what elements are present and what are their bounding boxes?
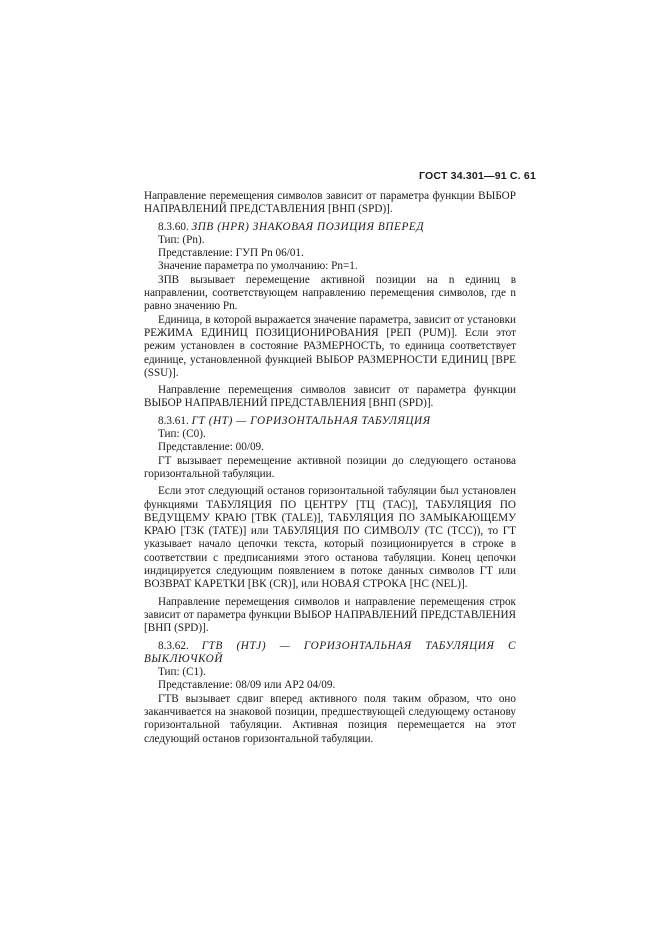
paragraph: Тип: (Pn).: [158, 233, 205, 246]
section-title: ГТВ (HTJ) — ГОРИЗОНТАЛЬНАЯ ТАБУЛЯЦИЯ С ВЫКЛЮЧКОЙ: [144, 639, 517, 665]
paragraph: Тип: (С0).: [158, 428, 206, 441]
paragraph: ГТВ вызывает сдвиг вперед активного поля таким образом, что оно заканчивается на знаковой позиции, предшествующей следующему останову горизонтальной табуляции. Активная позиция перемещается на этот следующий останов горизонтальной табуляции.: [144, 692, 516, 745]
page-header: ГОСТ 34.301—91 С. 61: [419, 170, 536, 182]
section-number: 8.3.60.: [158, 220, 189, 233]
paragraph: Представление: 08/09 или АР2 04/09.: [158, 679, 336, 692]
paragraph: ЗПВ вызывает перемещение активной позиции на n единиц в направлении, соответствующем направлению перемещения символов, где n равно значению Pn.: [144, 273, 516, 313]
section-heading: [144, 415, 516, 428]
section-title: ЗПВ (HPR) ЗНАКОВАЯ ПОЗИЦИЯ ВПЕРЕД: [191, 220, 425, 233]
page-body: [144, 190, 516, 746]
paragraph: Представление: ГУП Pn 06/01.: [158, 247, 304, 260]
section-title: ГТ (HT) — ГОРИЗОНТАЛЬНАЯ ТАБУЛЯЦИЯ: [191, 414, 431, 427]
paragraph: Направление перемещения символов и направление перемещения строк зависит от параметра функции ВЫБОР НАПРАВЛЕНИЙ ПРЕДСТАВЛЕНИЯ [ВНП (SPD)].: [144, 595, 516, 635]
section-number: 8.3.61.: [158, 414, 189, 427]
section-heading: [144, 221, 516, 234]
paragraph: Единица, в которой выражается значение параметра, зависит от установки РЕЖИМА ЕДИНИЦ ПОЗИЦИОНИРОВАНИЯ [РЕП (PUM)]. Если этот режим установлен в состояние РАЗМЕРНОСТЬ, то единица соответствует единице, установленной функцией ВЫБОР РАЗМЕРНОСТИ ЕДИНИЦ [ВРЕ (SSU)].: [144, 313, 516, 379]
section-number: 8.3.62.: [158, 639, 189, 652]
paragraph: Направление перемещения символов зависит от параметра функции ВЫБОР НАПРАВЛЕНИЙ ПРЕДСТАВЛЕНИЯ [ВНП (SPD)].: [144, 384, 516, 410]
paragraph: Значение параметра по умолчанию: Pn=1.: [158, 260, 358, 273]
paragraph: Представление: 00/09.: [158, 441, 264, 454]
paragraph: Направление перемещения символов зависит от параметра функции ВЫБОР НАПРАВЛЕНИЙ ПРЕДСТАВЛЕНИЯ [ВНП (SPD)].: [144, 190, 516, 216]
paragraph: Если этот следующий останов горизонтальной табуляции был установлен функциями ТАБУЛЯЦИЯ ПО ЦЕНТРУ [ТЦ (ТАС)], ТАБУЛЯЦИЯ ПО ВЕДУЩЕМУ КРАЮ [ТВК (TALE)], ТАБУЛЯЦИЯ ПО ЗАМЫКАЮЩЕМУ КРАЮ [ТЗК (TATE)] или ТАБУЛЯЦИЯ ПО СИМВОЛУ (ТС (TCC)), то ГТ указывает начало цепочки текста, который позиционируется в строке в соответствии с предписаниями этого останова табуляции. Конец цепочки индицируется следующим появлением в потоке данных символов ГТ или ВОЗВРАТ КАРЕТКИ [ВК (CR)], или НОВАЯ СТРОКА [НС (NEL)].: [144, 485, 516, 591]
paragraph: ГТ вызывает перемещение активной позиции до следующего останова горизонтальной табуляции.: [144, 454, 516, 480]
section-heading: [144, 640, 516, 667]
paragraph: Тип: (С1).: [158, 666, 206, 679]
